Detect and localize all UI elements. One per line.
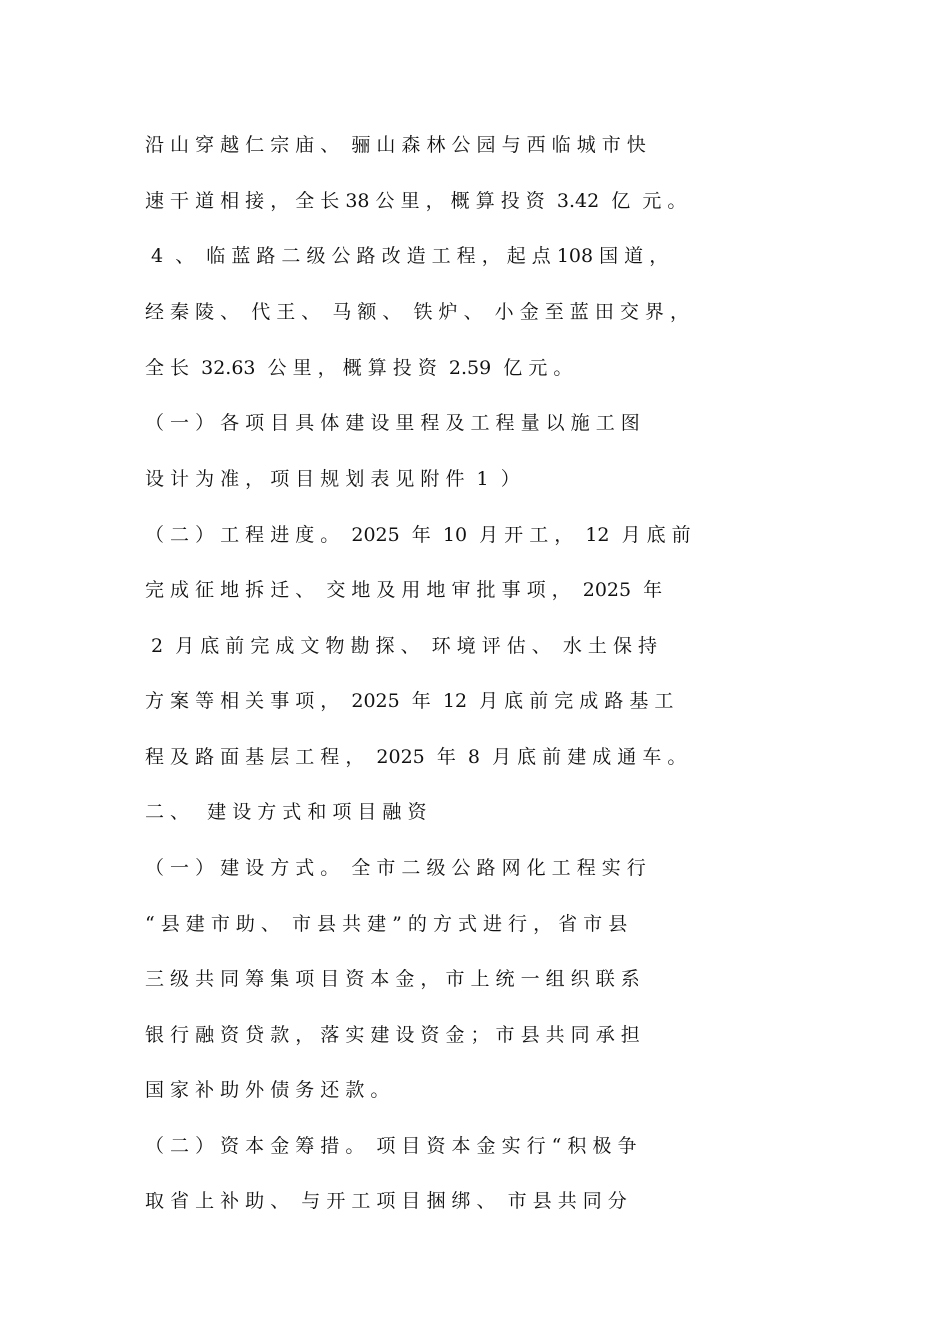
text-line: 国 家 补 助 外 债 务 还 款 。 bbox=[145, 1079, 390, 1101]
text-line: 方 案 等 相 关 事 项 ， 2025 年 12 月 底 前 完 成 路 基 工 bbox=[145, 690, 674, 712]
text-line: 4 、 临 蓝 路 二 级 公 路 改 造 工 程 ， 起 点 108 国 道 ， bbox=[145, 245, 669, 267]
text-line: 取 省 上 补 助 、 与 开 工 项 目 捆 绑 、 市 县 共 同 分 bbox=[145, 1190, 627, 1212]
text-line: （ 二 ） 资 本 金 筹 措 。 项 目 资 本 金 实 行 “ 积 极 争 bbox=[145, 1135, 637, 1157]
text-line: 2 月 底 前 完 成 文 物 勘 探 、 环 境 评 估 、 水 土 保 持 bbox=[145, 635, 657, 657]
text-line: 全 长 32.63 公 里 ， 概 算 投 资 2.59 亿 元 。 bbox=[145, 357, 573, 379]
section-heading: 二 、 建 设 方 式 和 项 目 融 资 bbox=[145, 801, 427, 823]
text-line: 三 级 共 同 筹 集 项 目 资 本 金 ， 市 上 统 一 组 织 联 系 bbox=[145, 968, 640, 990]
text-line: “ 县 建 市 助 、 市 县 共 建 ” 的 方 式 进 行 ， 省 市 县 bbox=[145, 913, 628, 935]
text-line: （ 一 ） 各 项 目 具 体 建 设 里 程 及 工 程 量 以 施 工 图 bbox=[145, 412, 640, 434]
text-line: 设 计 为 准 ， 项 目 规 划 表 见 附 件 1 ） bbox=[145, 468, 520, 490]
text-line: 沿 山 穿 越 仁 宗 庙 、 骊 山 森 林 公 园 与 西 临 城 市 快 bbox=[145, 134, 646, 156]
text-line: 程 及 路 面 基 层 工 程 ， 2025 年 8 月 底 前 建 成 通 车 。 bbox=[145, 746, 687, 768]
text-line: 经 秦 陵 、 代 王 、 马 额 、 铁 炉 、 小 金 至 蓝 田 交 界 ， bbox=[145, 301, 689, 323]
text-line: （ 一 ） 建 设 方 式 。 全 市 二 级 公 路 网 化 工 程 实 行 bbox=[145, 857, 646, 879]
text-line: 速 干 道 相 接 ， 全 长 38 公 里 ， 概 算 投 资 3.42 亿 元 。 bbox=[145, 190, 687, 212]
text-line: 完 成 征 地 拆 迁 、 交 地 及 用 地 审 批 事 项 ， 2025 年 bbox=[145, 579, 663, 601]
text-line: （ 二 ） 工 程 进 度 。 2025 年 10 月 开 工 ， 12 月 底 前 bbox=[145, 524, 691, 546]
text-line: 银 行 融 资 贷 款 ， 落 实 建 设 资 金 ； 市 县 共 同 承 担 bbox=[145, 1024, 640, 1046]
